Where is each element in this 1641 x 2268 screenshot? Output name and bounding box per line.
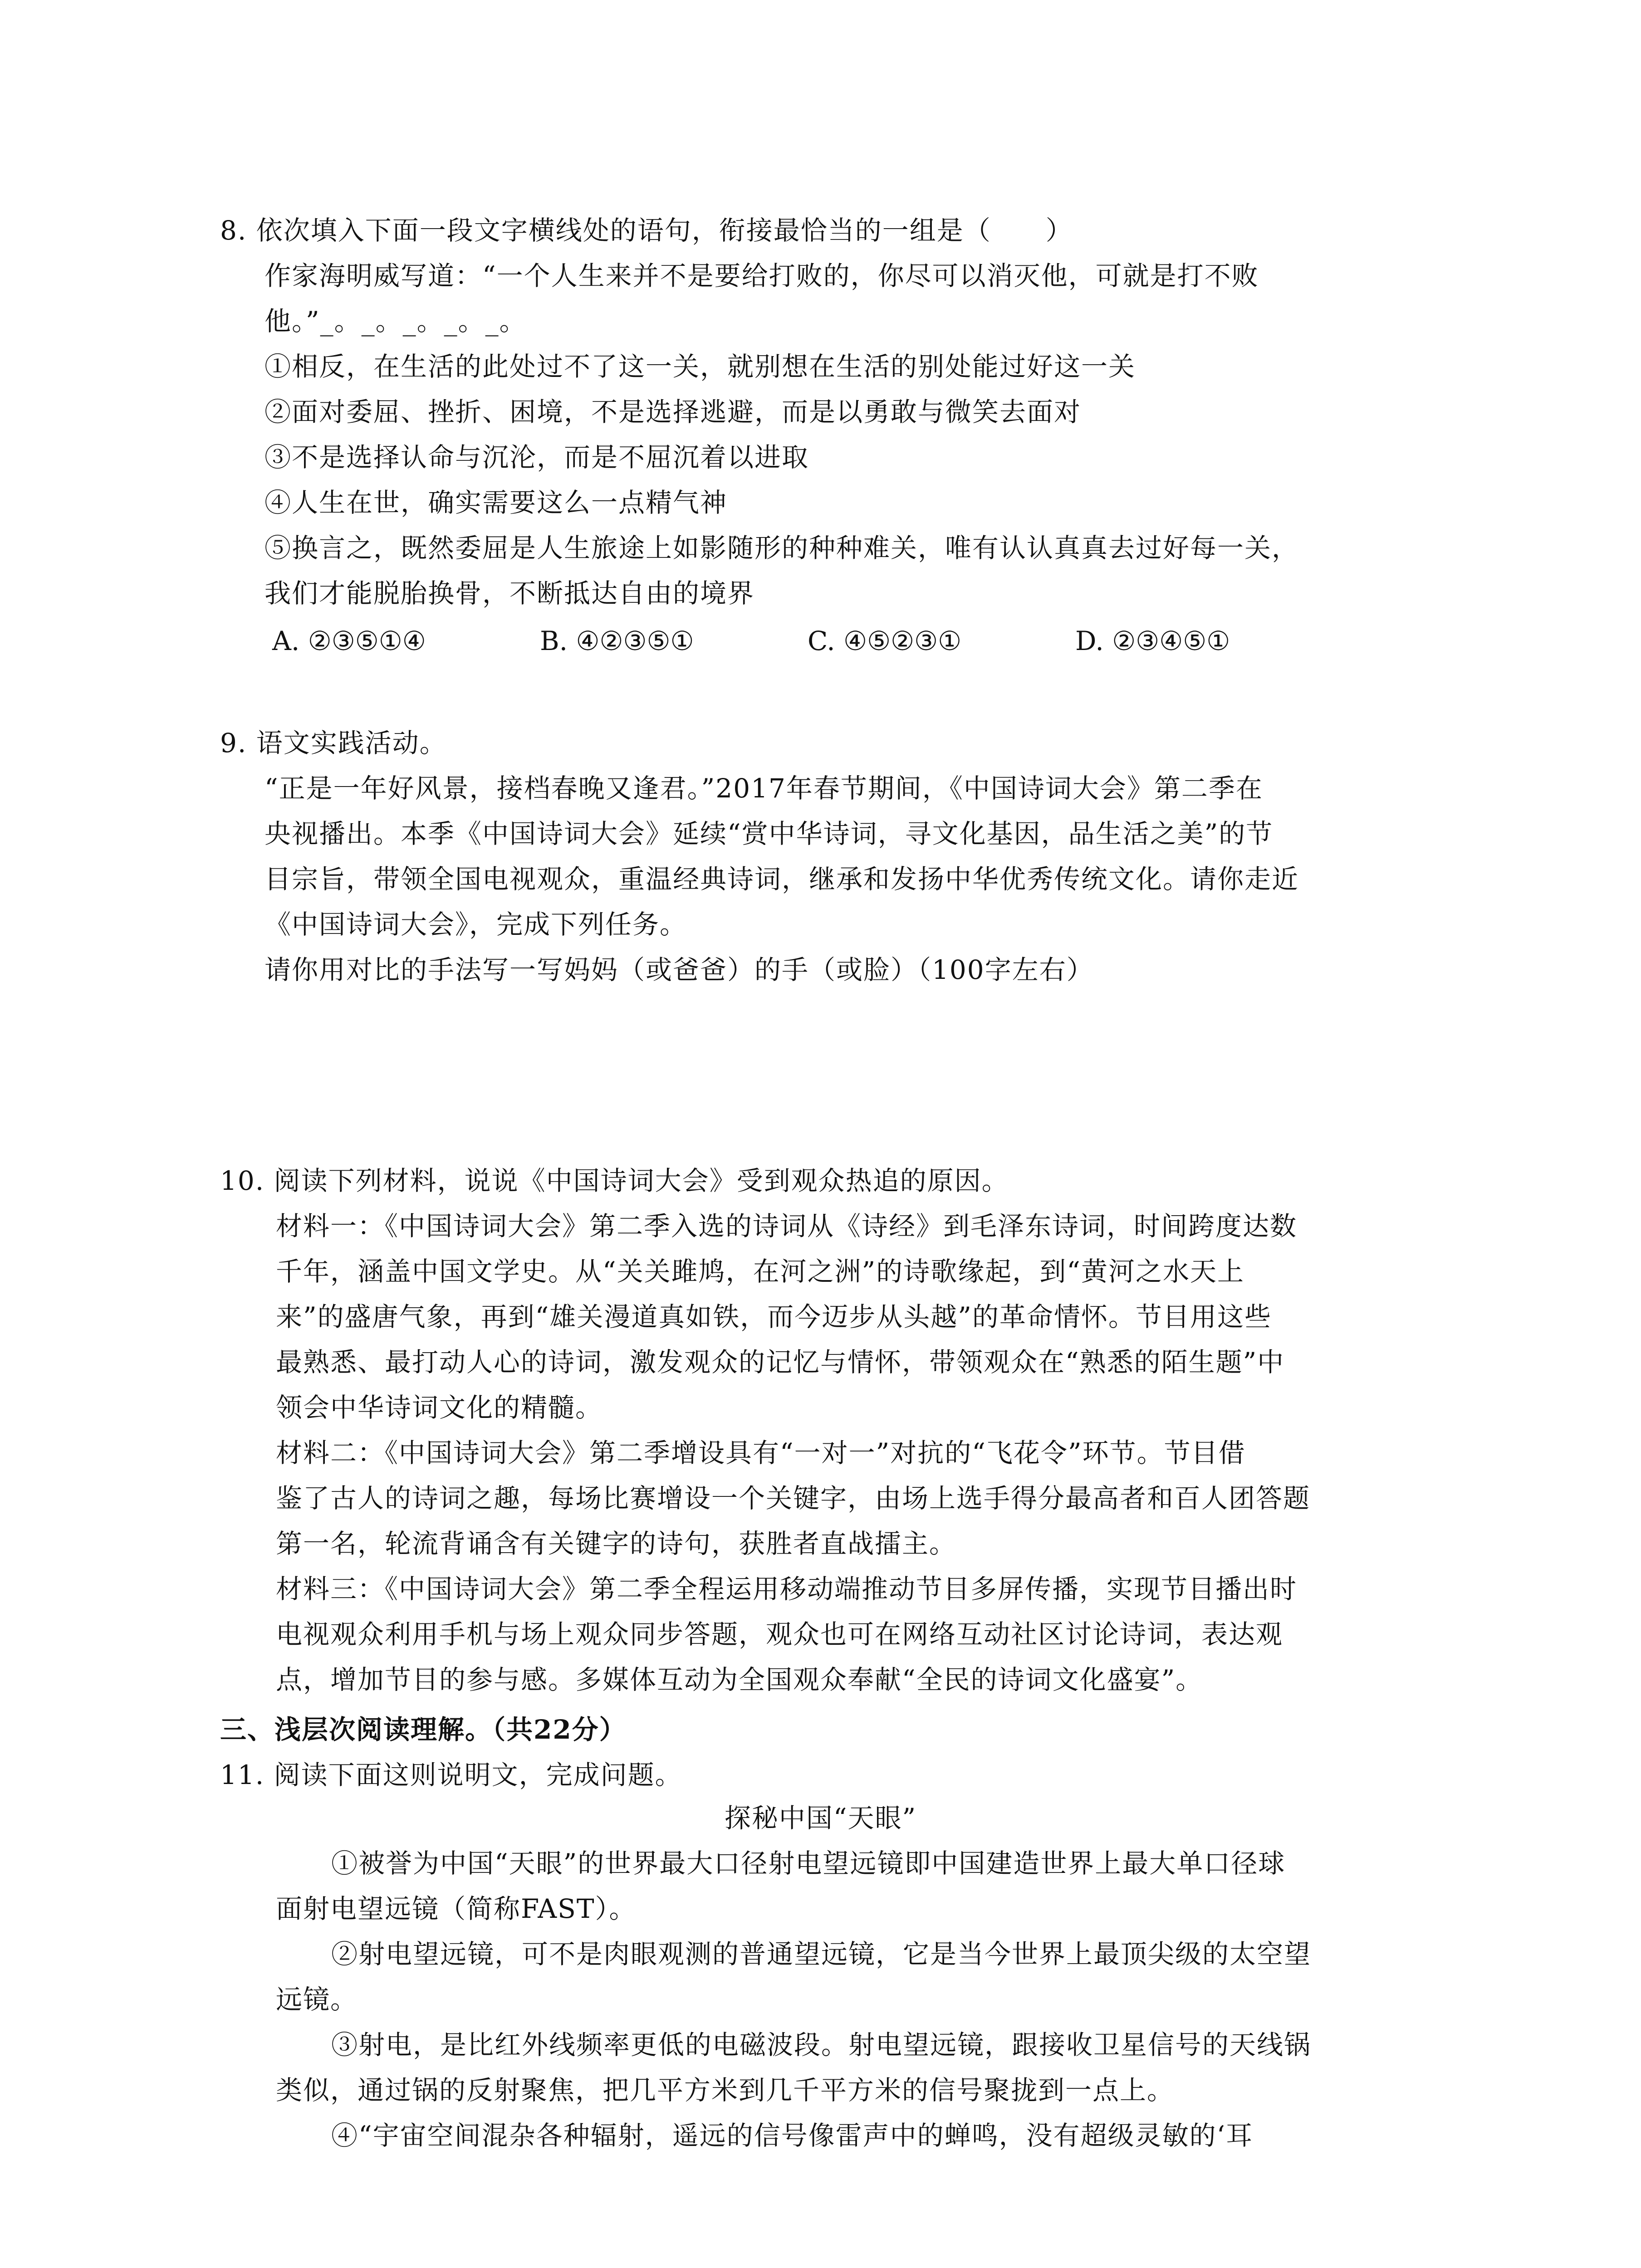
q8-stem: 8. 依次填入下面一段文字横线处的语句，衔接最恰当的一组是（ ） bbox=[220, 215, 1073, 246]
q10-line-7: 鉴了古人的诗词之趣，每场比赛增设一个关键字，由场上选手得分最高者和百人团答题 bbox=[276, 1483, 1311, 1514]
q9-line-1: “正是一年好风景，接档春晚又逢君。”2017年春节期间，《中国诗词大会》第二季在 bbox=[265, 773, 1263, 804]
q10-line-6: 材料二：《中国诗词大会》第二季增设具有“一对一”对抗的“飞花令”环节。节目借 bbox=[276, 1437, 1246, 1468]
q9-line-3: 目宗旨，带领全国电视观众，重温经典诗词，继承和发扬中华优秀传统文化。请你走近 bbox=[265, 864, 1299, 894]
q8-option-d: D. ②③④⑤① bbox=[1075, 626, 1230, 656]
q8-line-5: ③不是选择认命与沉沦，而是不屈沉着以进取 bbox=[265, 442, 809, 473]
q11-line-7: ④“宇宙空间混杂各种辐射，遥远的信号像雷声中的蝉鸣，没有超级灵敏的‘耳 bbox=[331, 2120, 1254, 2151]
q8-line-2: 他。”_。_。_。_。_。 bbox=[265, 306, 527, 337]
q8-line-8: 我们才能脱胎换骨，不断抵达自由的境界 bbox=[265, 578, 755, 609]
q10-line-2: 千年，涵盖中国文学史。从“关关雎鸠，在河之洲”的诗歌缘起，到“黄河之水天上 bbox=[276, 1256, 1244, 1287]
q11-line-1: ①被誉为中国“天眼”的世界最大口径射电望远镜即中国建造世界上最大单口径球 bbox=[331, 1848, 1286, 1879]
q9-line-5: 请你用对比的手法写一写妈妈（或爸爸）的手（或脸）（100字左右） bbox=[265, 954, 1094, 985]
q8-option-c: C. ④⑤②③① bbox=[808, 626, 962, 656]
q10-line-3: 来”的盛唐气象，再到“雄关漫道真如铁，而今迈步从头越”的革命情怀。节目用这些 bbox=[276, 1301, 1272, 1332]
q10-line-8: 第一名，轮流背诵含有关键字的诗句，获胜者直战擂主。 bbox=[276, 1528, 957, 1559]
q9-line-2: 央视播出。本季《中国诗词大会》延续“赏中华诗词，寻文化基因，品生活之美”的节 bbox=[265, 818, 1274, 849]
q11-line-5: ③射电，是比红外线频率更低的电磁波段。射电望远镜，跟接收卫星信号的天线锅 bbox=[331, 2029, 1312, 2060]
section-heading: 三、浅层次阅读理解。（共22分） bbox=[220, 1714, 627, 1745]
q8-line-1: 作家海明威写道：“一个人生来并不是要给打败的，你尽可以消灭他，可就是打不败 bbox=[265, 260, 1259, 291]
q10-line-1: 材料一：《中国诗词大会》第二季入选的诗词从《诗经》到毛泽东诗词，时间跨度达数 bbox=[276, 1211, 1298, 1242]
q8-line-7: ⑤换言之，既然委屈是人生旅途上如影随形的种种难关，唯有认认真真去过好每一关， bbox=[265, 533, 1299, 563]
article-title: 探秘中国“天眼” bbox=[724, 1803, 917, 1833]
q10-line-10: 电视观众利用手机与场上观众同步答题，观众也可在网络互动社区讨论诗词，表达观 bbox=[276, 1619, 1283, 1650]
q10-stem: 10. 阅读下列材料，说说《中国诗词大会》受到观众热追的原因。 bbox=[220, 1165, 1009, 1196]
q11-line-3: ②射电望远镜，可不是肉眼观测的普通望远镜，它是当今世界上最顶尖级的太空望 bbox=[331, 1939, 1312, 1970]
q11-line-4: 远镜。 bbox=[276, 1984, 358, 2015]
q8-option-a: A. ②③⑤①④ bbox=[272, 626, 426, 656]
q11-stem: 11. 阅读下面这则说明文，完成问题。 bbox=[220, 1760, 682, 1790]
q9-stem: 9. 语文实践活动。 bbox=[220, 728, 447, 758]
q10-line-9: 材料三：《中国诗词大会》第二季全程运用移动端推动节目多屏传播，实现节目播出时 bbox=[276, 1574, 1298, 1604]
q9-line-4: 《中国诗词大会》，完成下列任务。 bbox=[265, 909, 687, 940]
q8-line-4: ②面对委屈、挫折、困境，不是选择逃避，而是以勇敢与微笑去面对 bbox=[265, 396, 1082, 427]
q8-line-3: ①相反，在生活的此处过不了这一关，就别想在生活的别处能过好这一关 bbox=[265, 351, 1136, 382]
q8-line-6: ④人生在世，确实需要这么一点精气神 bbox=[265, 487, 728, 518]
q10-line-5: 领会中华诗词文化的精髓。 bbox=[276, 1392, 603, 1423]
q10-line-4: 最熟悉、最打动人心的诗词，激发观众的记忆与情怀，带领观众在“熟悉的陌生题”中 bbox=[276, 1347, 1285, 1378]
q10-line-11: 点，增加节目的参与感。多媒体互动为全国观众奉献“全民的诗词文化盛宴”。 bbox=[276, 1664, 1203, 1695]
q11-line-2: 面射电望远镜（简称FAST）。 bbox=[276, 1893, 637, 1924]
q8-option-b: B. ④②③⑤① bbox=[540, 626, 694, 656]
q11-line-6: 类似，通过锅的反射聚焦，把几平方米到几千平方米的信号聚拢到一点上。 bbox=[276, 2075, 1175, 2106]
